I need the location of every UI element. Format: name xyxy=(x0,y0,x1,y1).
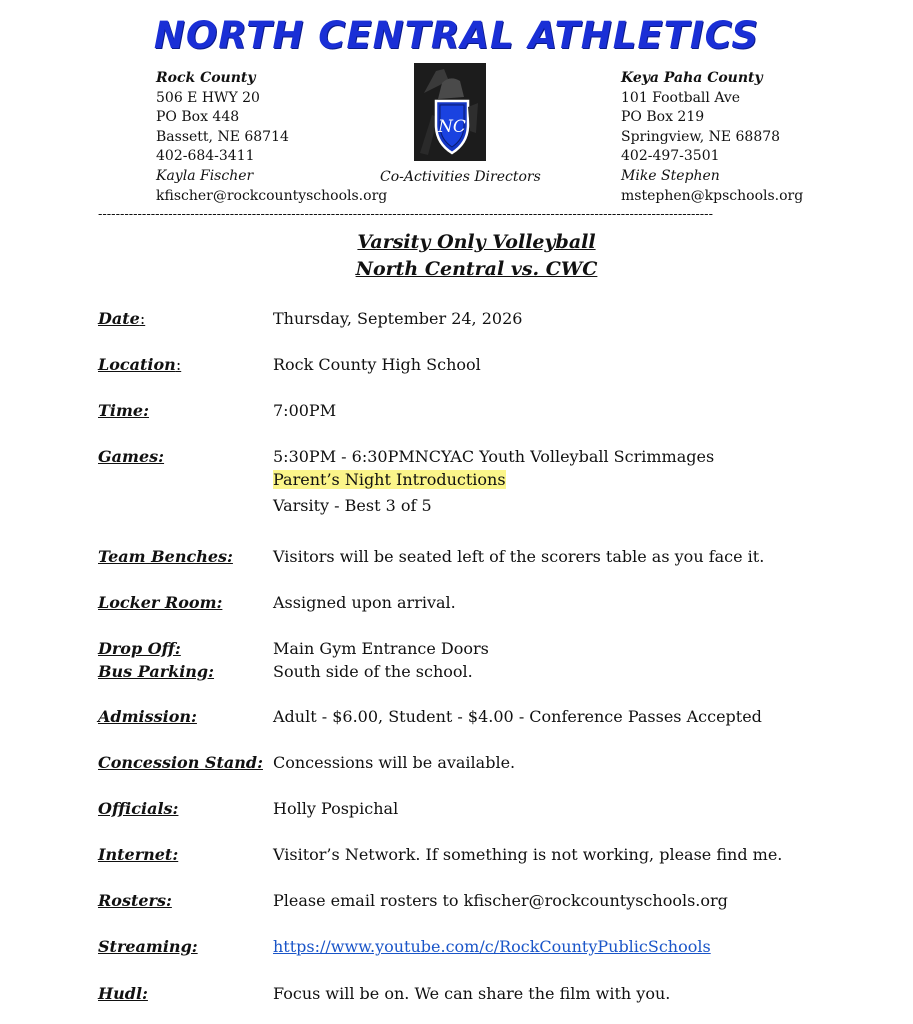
phone-number: 402-684-3411 xyxy=(156,148,255,165)
locker-room-label: Locker Room: xyxy=(98,593,223,612)
address-line: 101 Football Ave xyxy=(621,89,741,106)
concession-stand-label: Concession Stand: xyxy=(98,753,263,772)
knight-shield-logo-icon xyxy=(414,63,486,161)
internet-label: Internet: xyxy=(98,845,179,864)
county-name: Rock County xyxy=(156,70,256,86)
date-label-text: Date xyxy=(98,309,140,328)
logo-graphic xyxy=(414,63,486,161)
location-colon: : xyxy=(175,355,182,374)
admission-value: Adult - $6.00, Student - $4.00 - Conference Passes Accepted xyxy=(273,707,762,726)
streaming-link[interactable]: https://www.youtube.com/c/RockCountyPublicSchools xyxy=(273,937,711,956)
locker-room-value: Assigned upon arrival. xyxy=(273,593,456,612)
highlighted-text: Parent’s Night Introductions xyxy=(273,470,506,489)
city-state-zip: Springview, NE 68878 xyxy=(621,128,781,145)
rock-county-contact xyxy=(156,69,387,206)
games-label: Games: xyxy=(98,447,165,466)
concession-stand-value: Concessions will be available. xyxy=(273,753,516,772)
drop-off-value: Main Gym Entrance Doors xyxy=(273,639,489,658)
rosters-value: Please email rosters to kfischer@rockcountyschools.org xyxy=(273,891,728,910)
event-matchup: North Central vs. CWC xyxy=(355,258,598,280)
team-benches-value: Visitors will be seated left of the scorers table as you face it. xyxy=(273,547,765,566)
contact-email: kfischer@rockcountyschools.org xyxy=(156,187,388,204)
rosters-label: Rosters: xyxy=(98,891,172,910)
contact-person: Kayla Fischer xyxy=(156,167,254,184)
logo-letters: NC xyxy=(438,117,466,137)
time-value: 7:00PM xyxy=(273,401,337,420)
officials-label: Officials: xyxy=(98,799,179,818)
phone-number: 402-497-3501 xyxy=(621,148,720,165)
bus-parking-label: Bus Parking: xyxy=(98,662,215,681)
streaming-label: Streaming: xyxy=(98,937,198,956)
co-activities-directors-label: Co-Activities Directors xyxy=(380,169,541,185)
team-benches-label: Team Benches: xyxy=(98,547,233,566)
address-line: 506 E HWY 20 xyxy=(156,89,260,106)
internet-value: Visitor’s Network. If something is not working, please find me. xyxy=(273,845,783,864)
hudl-value: Focus will be on. We can share the film with you. xyxy=(273,984,671,1003)
location-label xyxy=(98,353,181,376)
date-value: Thursday, September 24, 2026 xyxy=(273,309,523,328)
admission-label: Admission: xyxy=(98,707,197,726)
games-parents-night-line xyxy=(273,468,714,491)
po-box: PO Box 219 xyxy=(621,109,705,126)
contact-person: Mike Stephen xyxy=(621,167,720,184)
po-box: PO Box 448 xyxy=(156,109,240,126)
time-label: Time: xyxy=(98,401,149,420)
games-varsity-line: Varsity - Best 3 of 5 xyxy=(273,496,432,515)
city-state-zip: Bassett, NE 68714 xyxy=(156,128,289,145)
bus-parking-value: South side of the school. xyxy=(273,662,473,681)
officials-value: Holly Pospichal xyxy=(273,799,399,818)
date-label xyxy=(98,307,145,330)
location-value: Rock County High School xyxy=(273,355,481,374)
county-name: Keya Paha County xyxy=(621,70,763,86)
games-values xyxy=(273,445,714,517)
drop-off-label: Drop Off: xyxy=(98,639,181,658)
hudl-label: Hudl: xyxy=(98,984,148,1003)
contact-email: mstephen@kpschools.org xyxy=(621,187,804,204)
dashed-divider: -------------------------------------------------------------------------------------------------------------------------------------------- xyxy=(98,207,713,221)
location-label-text: Location xyxy=(98,355,176,374)
date-colon: : xyxy=(139,309,146,328)
games-scrimmage-line: 5:30PM - 6:30PMNCYAC Youth Volleyball Scrimmages xyxy=(273,447,715,466)
document-title: NORTH CENTRAL ATHLETICS xyxy=(153,14,760,57)
keya-paha-county-contact xyxy=(621,69,803,206)
event-title: Varsity Only Volleyball xyxy=(357,231,596,253)
